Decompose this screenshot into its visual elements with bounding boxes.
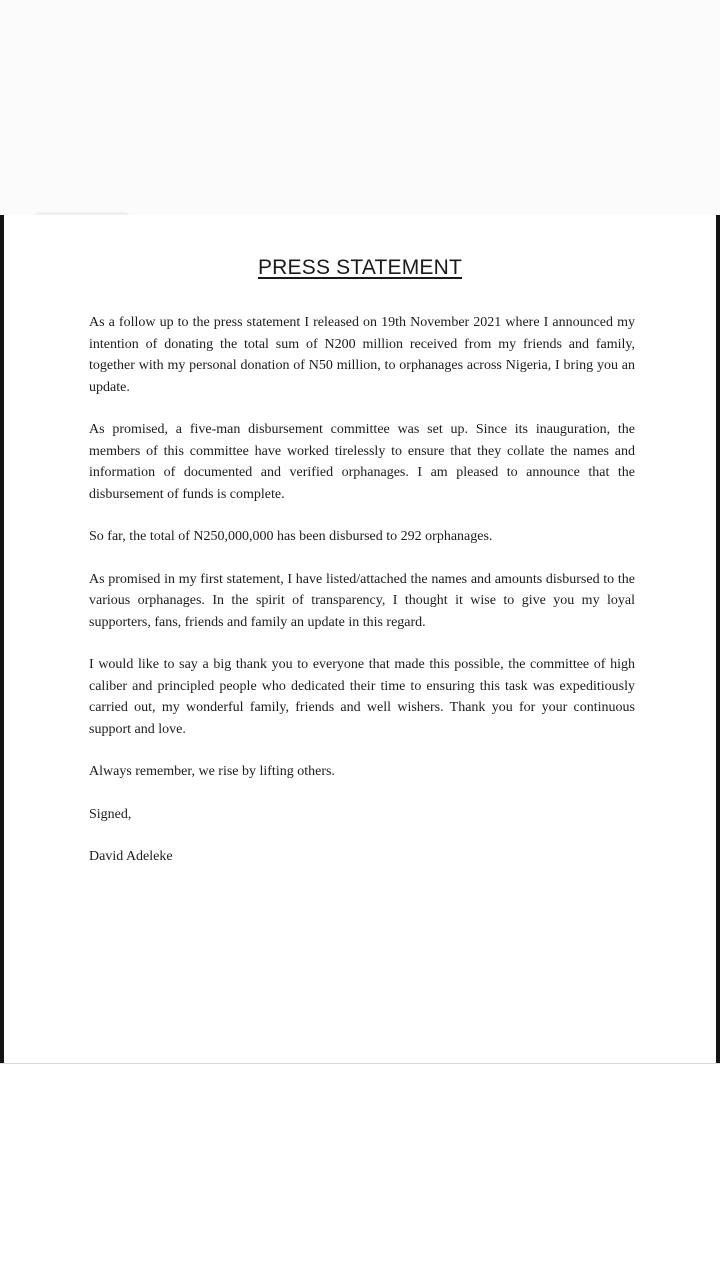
signed-label: Signed, (89, 806, 132, 822)
paragraph-transparency: As promised in my first statement, I have listed/attached the names and amounts disbursed to the various orphanages. In the spirit of transparency, I thought it wise to give you my loyal supporters, fans, friends and family an update in this regard. (89, 571, 635, 630)
document-body (89, 312, 635, 889)
paragraph-committee: As promised, a five-man disbursement committee was set up. Since its inauguration, the members of this committee have worked tirelessly to ensure that they collate the names and information of documented and verified orphanages. I am pleased to announce that the disbursement of funds is complete. (89, 422, 635, 502)
paragraph-total-disbursed: So far, the total of N250,000,000 has been disbursed to 292 orphanages. (89, 529, 493, 544)
page-title-text: PRESS STATEMENT (257, 256, 463, 279)
document-page (0, 215, 720, 1064)
paragraph-update: As a follow up to the press statement I released on 19th November 2021 where I announced my intention of donating the total sum of N200 million received from my friends and family, together with my personal donation of N50 million, to orphanages across Nigeria, I bring you an update. (89, 315, 635, 395)
paragraph-motto: Always remember, we rise by lifting others. (89, 764, 335, 779)
paragraph-thanks: I would like to say a big thank you to everyone that made this possible, the committee of high caliber and principled people who dedicated their time to ensuring this task was expeditiously carried out, my wonderful family, friends and well wishers. Thank you for your continuous support and love. (89, 657, 635, 737)
signatory-name: David Adeleke (89, 849, 173, 864)
top-blank-area (0, 0, 720, 215)
page-title (4, 256, 716, 280)
bottom-blank-area (0, 1064, 720, 1280)
